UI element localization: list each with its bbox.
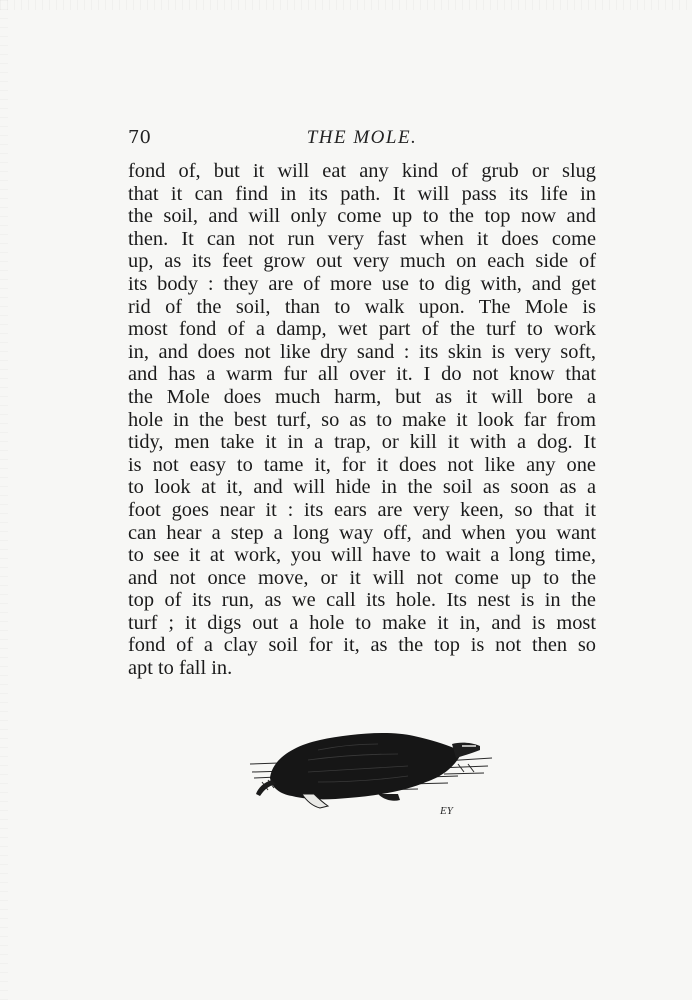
text-line: fond of a clay soil for it, as the top is not then so: [128, 634, 596, 657]
text-line: is not easy to tame it, for it does not like any one: [128, 453, 596, 476]
mole-tail: [256, 780, 276, 796]
text-line: that it can find in its path. It will pass its life in: [128, 182, 596, 205]
mole-drawing: [248, 716, 496, 820]
text-line: and not once move, or it will not come up to the: [128, 566, 596, 589]
text-line: and has a warm fur all over it. I do not know that: [128, 363, 596, 386]
text-line: to see it at work, you will have to wait a long time,: [128, 544, 596, 567]
text-line: hole in the best turf, so as to make it look far from: [128, 408, 596, 431]
text-line-last: apt to fall in.: [128, 657, 233, 680]
text-line: can hear a step a long way off, and when you want: [128, 521, 596, 544]
mole-illustration: [248, 716, 496, 820]
text-line: up, as its feet grow out very much on each side of: [128, 250, 596, 273]
text-line: turf ; it digs out a hole to make it in, and is most: [128, 611, 596, 634]
illustrator-monogram: EY: [440, 805, 453, 817]
text-line: then. It can not run very fast when it does come: [128, 227, 596, 250]
text-line: top of its run, as we call its hole. Its nest is in the: [128, 589, 596, 612]
text-line: fond of, but it will eat any kind of grub or slug: [128, 160, 596, 182]
page-edge-speckle-left: [0, 0, 8, 1000]
text-line: tidy, men take it in a trap, or kill it with a dog. It: [128, 431, 596, 454]
text-line: rid of the soil, than to walk upon. The Mole is: [128, 295, 596, 318]
page-number: 70: [128, 127, 151, 148]
running-title: THE MOLE.: [306, 127, 418, 148]
mole-body: [270, 733, 460, 799]
page-header: [128, 127, 596, 151]
text-line: in, and does not like dry sand : its skin is very soft,: [128, 340, 596, 363]
page-edge-speckle: [0, 0, 692, 10]
mole-snout: [452, 743, 480, 758]
mole-hind-foot: [378, 794, 400, 801]
body-text: [128, 160, 596, 680]
text-line: the Mole does much harm, but as it will bore a: [128, 385, 596, 408]
text-line: to look at it, and will hide in the soil as soon as a: [128, 476, 596, 499]
text-line: the soil, and will only come up to the top now and: [128, 205, 596, 228]
text-line: foot goes near it : its ears are very keen, so that it: [128, 498, 596, 521]
text-line: its body : they are of more use to dig with, and get: [128, 272, 596, 295]
text-line: most fond of a damp, wet part of the turf to work: [128, 318, 596, 341]
